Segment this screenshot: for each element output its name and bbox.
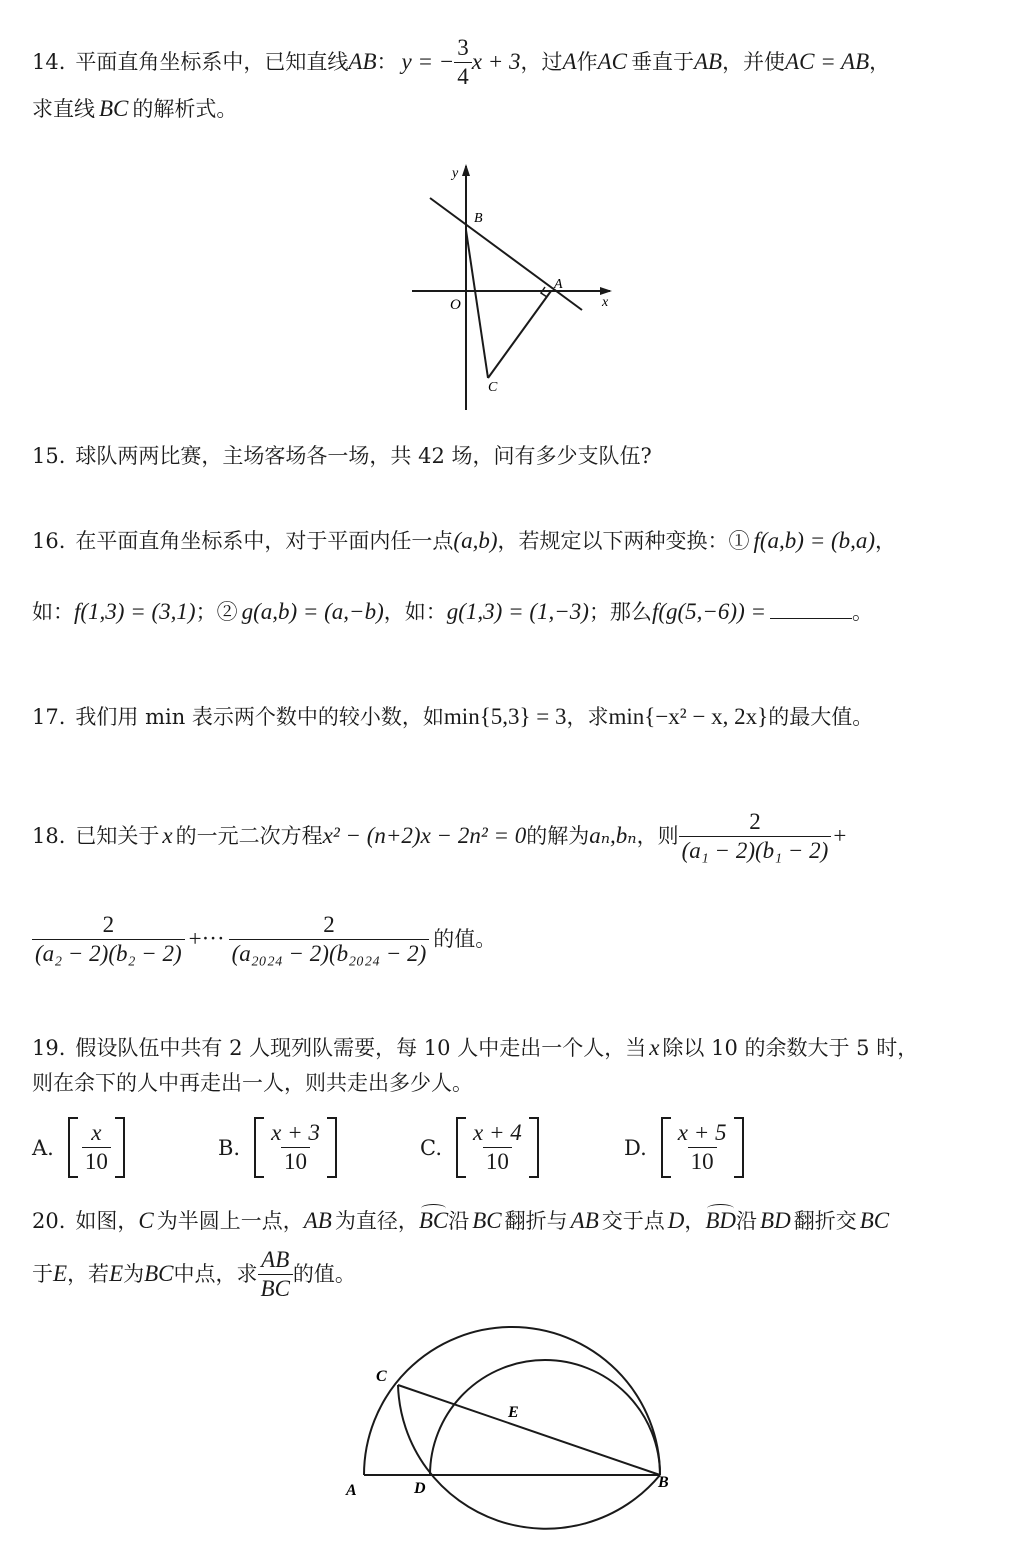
q19-option-a-label: A. — [32, 1135, 54, 1160]
q20-l2-d: 中点，求 — [173, 1262, 258, 1286]
q19-option-a-num: x — [91, 1120, 102, 1145]
q19-option-b[interactable] — [218, 1117, 337, 1178]
q20-figure — [330, 1315, 690, 1544]
q20-arc-bc-mark — [421, 1204, 446, 1213]
q18-line2 — [32, 908, 496, 970]
q20-folded-arc-bc — [398, 1385, 660, 1529]
q14-text-d: 垂直于 — [630, 50, 694, 74]
q14-text-a: 平面直角坐标系中，已知直线 — [75, 50, 349, 74]
q18-a: 已知关于 — [75, 824, 160, 848]
q14-slope-den: 4 — [454, 62, 472, 91]
q14-text-e: ，并使 — [722, 50, 786, 74]
q18-c: 的解为 — [526, 824, 590, 848]
q19-option-b-label: B. — [218, 1135, 241, 1160]
q20-arc-bd-mark — [707, 1204, 734, 1213]
q19-l1-a: 假设队伍中共有 2 人现列队需要，每 10 人中走出一个人，当 — [75, 1036, 647, 1060]
q19-option-d-den: 10 — [688, 1147, 717, 1176]
q17-c: 的最大值。 — [768, 705, 874, 729]
q14-line2-b: 的解析式。 — [132, 97, 238, 121]
q20-b: 为半圆上一点， — [156, 1209, 304, 1233]
q20-l2-b: ，若 — [67, 1262, 110, 1286]
q20-l2-a: 于 — [32, 1262, 53, 1286]
q16-line1 — [32, 528, 896, 554]
q18-plus1: + — [833, 823, 847, 848]
q19-option-a[interactable] — [32, 1117, 125, 1178]
q19-line2 — [32, 1070, 473, 1096]
q14-a: A — [562, 49, 577, 74]
q16-l2-end: 。 — [852, 600, 874, 624]
q18-term2-den: (a₂ − 2)(b₂ − 2) — [32, 939, 185, 968]
q18-term1 — [679, 808, 832, 865]
q14-line1 — [32, 34, 890, 90]
q20-line2 — [32, 1243, 356, 1305]
q20-e-point2: E — [109, 1261, 124, 1286]
q14-number: 14. — [32, 50, 66, 74]
q14-label-y: y — [452, 166, 459, 181]
q17-line — [32, 704, 873, 730]
q20-arc-bc: BC — [419, 1208, 448, 1234]
q14-ab2: AB — [693, 49, 723, 74]
q16-number: 16. — [32, 529, 66, 553]
q20-chord-bc — [398, 1385, 660, 1475]
q16-l2-a: 如： — [32, 600, 74, 624]
q20-folded-arc-bd-upper — [430, 1360, 660, 1475]
q14-label-a: A — [554, 277, 563, 292]
q18-x: x — [162, 823, 173, 848]
q16-l2-b: ，如： — [383, 600, 447, 624]
q20-e-point: E — [53, 1261, 68, 1286]
q18-term2-num: 2 — [102, 911, 115, 937]
q19-option-c-num: x + 4 — [473, 1120, 522, 1145]
q16-circ1: ① — [728, 529, 750, 553]
q18-term3-den: (a₂₀₂₄ − 2)(b₂₀₂₄ − 2) — [229, 939, 430, 968]
q20-f: 交于点 — [601, 1209, 665, 1233]
q16-g-def: g(a,b) = (a,−b) — [241, 599, 384, 624]
q14-colon: ： — [376, 50, 398, 74]
q16-l1-b: ，若规定以下两种变换： — [497, 529, 729, 553]
q20-i: 翻折交 — [793, 1209, 857, 1233]
q20-bc: BC — [472, 1208, 502, 1233]
q18-b: 的一元二次方程 — [175, 824, 323, 848]
q14-line2 — [32, 96, 237, 122]
q19-option-c-den: 10 — [483, 1147, 512, 1176]
q16-line2 — [32, 598, 873, 625]
q18-end: 的值。 — [433, 927, 497, 951]
q20-label-a: A — [346, 1482, 357, 1499]
q18-term1-num: 2 — [749, 808, 761, 834]
q17-number: 17. — [32, 705, 66, 729]
q14-condition: AC = AB — [785, 49, 870, 74]
q14-label-x: x — [602, 295, 609, 310]
q18-term3-num: 2 — [323, 911, 335, 937]
q16-l2-c: ；那么 — [588, 600, 652, 624]
q18-term1-den: (a₁ − 2)(b₁ − 2) — [679, 836, 832, 865]
q20-a: 如图， — [75, 1209, 139, 1233]
q14-eq-rhs: x + 3 — [471, 49, 521, 74]
q20-ratio-num: AB — [261, 1246, 290, 1272]
q19-option-d[interactable] — [624, 1117, 744, 1178]
q17-a: 我们用 min 表示两个数中的较小数，如 — [75, 705, 444, 729]
q14-text-f: ， — [869, 50, 891, 74]
q20-h: 沿 — [736, 1209, 758, 1233]
q19-option-a-bracket — [68, 1117, 125, 1178]
q20-d-point: D — [667, 1208, 685, 1233]
q20-label-b: B — [658, 1474, 669, 1491]
q20-e: 翻折与 — [504, 1209, 568, 1233]
q19-number: 19. — [32, 1036, 66, 1060]
q19-option-b-num: x + 3 — [271, 1120, 320, 1145]
q20-label-d: D — [414, 1480, 426, 1497]
q20-ratio — [258, 1246, 293, 1303]
q14-bc: BC — [99, 96, 129, 121]
q18-d: ，则 — [636, 824, 679, 848]
q20-ab: AB — [303, 1208, 332, 1233]
q18-roots: aₙ,bₙ — [589, 823, 637, 848]
q19-option-c-bracket — [456, 1117, 539, 1178]
q20-c: C — [138, 1208, 154, 1233]
q16-circ2: ② — [216, 600, 238, 624]
q16-l1-end: ， — [875, 529, 897, 553]
q16-f-def: f(a,b) = (b,a) — [753, 528, 876, 553]
q14-label-c: C — [488, 380, 498, 395]
q14-line2-a: 求直线 — [32, 97, 95, 121]
q17-example: min{5,3} = 3 — [443, 704, 567, 729]
q18-line1 — [32, 805, 846, 867]
q14-segment-ac — [488, 291, 551, 378]
q20-label-e: E — [508, 1404, 519, 1421]
q19-option-a-den: 10 — [82, 1147, 111, 1176]
q16-answer-blank[interactable] — [770, 598, 852, 619]
q19-option-d-bracket — [661, 1117, 744, 1178]
q16-question: f(g(5,−6)) = — [651, 599, 767, 624]
q20-number: 20. — [32, 1209, 66, 1233]
q18-term2 — [32, 911, 185, 968]
q19-option-c[interactable] — [420, 1117, 539, 1178]
q16-l2-sep: ； — [195, 600, 217, 624]
q20-bc2: BC — [859, 1208, 890, 1233]
q20-g: ， — [684, 1209, 706, 1233]
q18-plus-dots: +··· — [188, 926, 225, 951]
q18-equation: x² − (n+2)x − 2n² = 0 — [322, 823, 527, 848]
q17-expression: min{−x² − x, 2x} — [608, 704, 769, 729]
q19-option-b-bracket — [254, 1117, 337, 1178]
q14-text-b: ，过 — [520, 50, 563, 74]
q18-term3 — [229, 911, 430, 968]
q20-c-text: 为直径， — [334, 1209, 419, 1233]
q19-option-b-den: 10 — [281, 1147, 310, 1176]
q14-ac: AC — [597, 49, 627, 74]
q19-l2: 则在余下的人中再走出一人，则共走出多少人。 — [32, 1071, 473, 1095]
q14-figure — [400, 160, 630, 415]
q19-line1 — [32, 1035, 918, 1061]
q20-semicircle — [364, 1327, 660, 1475]
q20-ab2: AB — [570, 1208, 599, 1233]
q14-slope-fraction — [454, 34, 472, 91]
q14-segment-bc — [466, 230, 488, 378]
q20-l2-e: 的值。 — [292, 1262, 356, 1286]
q14-line-ab — [430, 198, 582, 310]
q19-option-d-label: D. — [624, 1135, 647, 1160]
q19-x: x — [649, 1035, 660, 1060]
q14-label-b: B — [474, 211, 483, 226]
q15-text: 球队两两比赛，主场客场各一场，共 42 场，问有多少支队伍? — [75, 444, 652, 468]
q14-eq-lhs: y = − — [401, 49, 455, 74]
q20-bd: BD — [760, 1208, 791, 1233]
q20-label-c: C — [376, 1368, 387, 1385]
q19-option-d-num: x + 5 — [677, 1120, 727, 1145]
q15-number: 15. — [32, 444, 66, 468]
q17-b: ，求 — [566, 705, 609, 729]
q14-text-c: 作 — [576, 50, 598, 74]
q16-example-f: f(1,3) = (3,1) — [74, 599, 196, 624]
q14-label-o: O — [450, 297, 461, 313]
q14-y-arrow — [462, 164, 470, 176]
q14-slope-num: 3 — [457, 34, 469, 60]
q20-ratio-den: BC — [258, 1274, 293, 1303]
q20-bc3: BC — [144, 1261, 174, 1286]
q20-l2-c: 为 — [123, 1262, 145, 1286]
q16-point: (a,b) — [453, 528, 498, 553]
q14-x-arrow — [600, 287, 612, 295]
q20-line1 — [32, 1208, 889, 1234]
q18-number: 18. — [32, 824, 66, 848]
q15-line — [32, 443, 652, 469]
q20-d: 沿 — [448, 1209, 470, 1233]
q19-option-c-label: C. — [420, 1135, 442, 1160]
q16-example-g: g(1,3) = (1,−3) — [446, 599, 589, 624]
q14-ab: AB — [348, 49, 377, 74]
q20-arc-bd: BD — [705, 1208, 736, 1234]
q16-l1-a: 在平面直角坐标系中，对于平面内任一点 — [75, 529, 454, 553]
q19-l1-b: 除以 10 的余数大于 5 时， — [662, 1036, 919, 1060]
